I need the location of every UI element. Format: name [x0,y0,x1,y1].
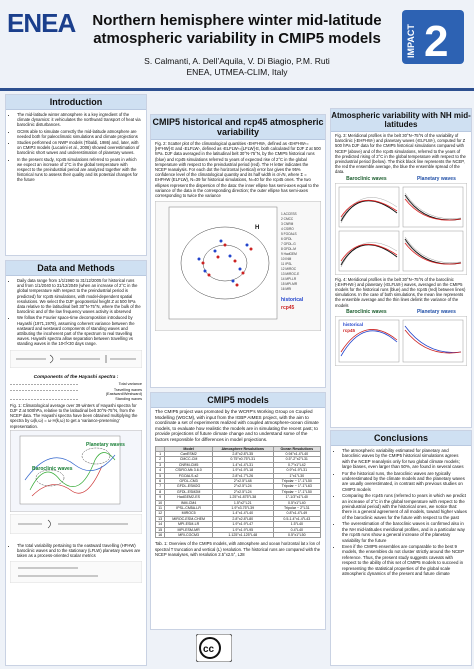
intro-item: • The mid-latitude winter atmosphere is a key ingredient of the climate dynamics: it vehiculates the northward transport of heat via baroclinic disturbances. [17,112,142,128]
table-cell: 5 [156,473,165,478]
intro-item: • In the present study, rcp45 simulations referred to years in which we expect an increase of 2°C in the global temperature with respect to the preindustrial period are analyzed together with the historical runs to assess their quality and its potential changes for the future [17,157,142,183]
svg-text:1 ACCESS: 1 ACCESS [281,212,297,217]
table-row [156,473,321,478]
fig4-caption: Fig. 4: Meridional profiles in the belt 30°N–75°N of the baroclinic (‹EHFHW›) and planetary (‹ELFLW›) waves, averaged on the CMIP5 models for the historical runs (blue) and the rcp45 (red) between lines) simulations. In the case of both simulations, the mean line represents the ensemble average and the thin lines delimit the variance of the models [335,276,466,308]
table-cell: 8 [156,489,165,494]
title-line-2: atmospheric variability in CMIP5 models [93,30,381,47]
cmip5-historical-title: CMIP5 historical and rcp45 atmospheric variability [151,115,325,140]
table-row [156,479,321,484]
fig4-legend-historical: historical [343,321,364,327]
fig3-panel-labels [331,176,471,182]
table-row [156,484,321,489]
intro-title: Introduction [6,95,146,110]
table-cell: GFDL-CM3 [165,479,213,484]
intro-item: • GCMs able to simulate correctly the mid-latitude atmosphere are needed both for paleoclimatic simulations and climate projections [17,129,142,139]
table-cell: 1.9°x1.9°L95 [212,527,273,532]
table-row [156,457,321,462]
enea-logo: ENEA [7,8,76,38]
svg-text:9 HadGEM: 9 HadGEM [281,252,297,257]
table-cell: 0.5-1.4°x1.4°L43 [273,516,320,521]
svg-text:15 MPI-MR: 15 MPI-MR [281,282,298,287]
cmip5-models-section [150,392,326,630]
fig3-label-baroclinic: Baroclinic waves [346,175,387,182]
table-cell: 1.5°L40 [273,522,320,527]
formula-icon [10,397,80,402]
table-cell: 1.9°x1.9°L47 [212,522,273,527]
table-cell: 1.9°x1.9°L18 [212,468,273,473]
table-cell: CSIRO-Mk 3.6.0 [165,468,213,473]
svg-text:5 FGOALS: 5 FGOALS [281,232,297,237]
svg-text:2 CMCC: 2 CMCC [281,217,294,222]
table-cell: MRI-CGCM3 [165,533,213,538]
table-cell: 2 [156,457,165,462]
header-divider [0,88,474,91]
component-label: Standing waves [115,396,142,401]
impact2-logo-icon [400,8,466,66]
table-cell: 1.9°x3.75°L39 [212,506,273,511]
table-cell: 1.4°x1.4°L40 [212,511,273,516]
formula-icon [10,382,80,387]
table-row [156,506,321,511]
cmip5-historical-section [150,114,326,388]
table-cell: Tripolar ~ 1°-1°L50 [273,489,320,494]
svg-text:14 MPI-LR: 14 MPI-LR [281,277,297,282]
table-cell: 0.94°x1.4°L40 [273,451,320,456]
hayashi-spectra-figure [10,430,142,512]
table-cell: 1.125°x1.125°L48 [212,533,273,538]
table-row [156,468,321,473]
component-label: Total variance [118,381,142,386]
table-cell: 2.8°x2.8°L80 [212,516,273,521]
svg-text:13 MIROC-E: 13 MIROC-E [281,272,300,277]
table-cell: 2.8°x1.7°L26 [212,473,273,478]
conclusions-body [331,446,471,579]
table-cell: 1 [156,451,165,456]
table-cell: GFDL-ESM2G [165,484,213,489]
table-cell: FGOALS-s2 [165,473,213,478]
data-methods-body [6,276,146,350]
table-cell: MPI-ESM-MR [165,527,213,532]
conclusions-section [330,430,472,666]
data-methods-title: Data and Methods [6,261,146,276]
table-cell: CNRM-CM5 [165,462,213,467]
models-table [155,446,321,539]
cc-text: cc [203,644,215,655]
legend-rcp45: rcp45 [281,305,295,312]
table-cell: CanESM2 [165,451,213,456]
table-cell: CMCC-CM [165,457,213,462]
impact-number: 2 [424,17,449,66]
table-row [156,451,321,456]
table-cell: 0.5°x1°L40 [273,500,320,505]
intro-item: • Studies performed on NWP models (Tibaldi, 1986) and, later, with on CMIP3 models (Lucarini et al., 2006) showed overestimation of baroclinic short waves and underestimation of planetary waves. [17,140,142,156]
components-list [6,382,146,402]
data-item: • Daily data range from 1/1/1960 to 31/12/2005 for historical runs and from 1/1/2040 to 31/12/2049 (when an increase of 2°C in the global temperature with respect to the preindustrial period is predicted) for rcp45 simulations, with model-dependent spatial resolutions. We select the DJF geopotential height Z at 500 hPa data relative to the latitudinal belt 30°N-75°N, where the bulk of the baroclinic and of the low frequency waves activity is observed [17,278,142,314]
ensemble-profiles-figure [335,316,467,366]
table-cell: Tripolar ~ 2°L31 [273,506,320,511]
table-cell: 2°x2.5°L48 [212,479,273,484]
impact-text: IMPACT [406,24,416,58]
conclusion-item: • The overestimation of the baroclinic waves is confirmed also in the NH mid-latitudes meridional profiles, and in a particular way the rcp45 runs show a general increase of the planetary variability for the future [342,521,467,543]
poster-title [80,12,394,48]
table-cell: 3 [156,462,165,467]
data-item: • We follow the Fourier space-time decomposition introduced by Hayashi (1971,1979), assuming coherent variance between the eastward and westward components of standing waves and attributing the incoherent part of the spectrum to real travelling waves. Hayashi spectra allow separation between travelling vs standing waves in the 10<f<30 days range. [17,315,142,346]
table-cell: 12 [156,511,165,516]
table-cell: 16 [156,533,165,538]
authors: S. Calmanti, A. Dell’Aquila, V. Di Biagio, P.M. Ruti [144,56,330,66]
intro-section [5,94,147,256]
closing-item: • The total variability pertaining to the eastward travelling (HFHW) baroclinic waves and to the stationary (LFLW) planetary waves are taken as a process-oriented scalar metrics [17,543,142,559]
conclusion-item: • Comparing the rcp45 runs (referred to years in which we predict an increase of 2°C in the global temperature with respect to the preindustrial period) with the historical ones, we notice that: there is a general agreement of all models, toward higher values of the baroclinic waves for the future with respect to the past [342,493,467,520]
table-cell: 0.7°x1°L42 [273,462,320,467]
tab1-caption: Tab. 1: Overview of the CMIP5 models, with atmosphere and ocean horizontal lat x lon of spectral T truncation and vertical (L) resolution. The historical runs are compared with the NCEP reanalyses, with resolution 2.5°x2.5°, L28 [155,541,321,557]
nh-variability-title: Atmospheric variability with NH mid-latitudes [331,109,471,132]
table-cell: 11 [156,506,165,511]
models-table-wrap [151,444,325,541]
table-row [156,527,321,532]
table-cell: HadGEM2-ES [165,495,213,500]
fig4-label-planetary: Planetary waves [416,308,456,315]
fig3-caption: Fig. 3: Meridional profiles in the belt 30°N–75°N of the variability of baroclinic (‹EHFHW›) and planetary waves (‹ELFLW›), computed for Z 500 hPa DJF data for the CMIP5 historical simulations compared with NCEP (above) and of the rcp45 simulations, referred to the years of the predicted rising of 2°C in the global temperature with respect to the preindustrial period (below). The thick black line represents the NCEP, the red the ensemble average, the blue the ensemble spread of the data. [335,133,466,175]
svg-text:7 GFDL-G: 7 GFDL-G [281,242,296,247]
table-row [156,522,321,527]
component-formula-icon [10,514,142,534]
table-cell: INM-CM4 [165,500,213,505]
component-row [10,397,142,402]
fig4-label-baroclinic: Baroclinic waves [346,308,387,315]
table-cell: 0.9°x1.9°L31 [273,468,320,473]
table-row [156,462,321,467]
table-cell: 2°x2.5°L24 [212,489,273,494]
svg-text:12 MIROC: 12 MIROC [281,267,297,272]
affiliation: ENEA, UTMEA-CLIM, Italy [186,67,288,77]
table-cell: 9 [156,495,165,500]
table-cell: Tripolar ~ 1°-1°L50 [273,479,320,484]
table-cell: 2.8°x2.8°L35 [212,451,273,456]
component-label: Travelling waves (Eastward/Westward) [105,387,142,396]
table-row [156,533,321,538]
table-row [156,495,321,500]
fig4-panel-labels [331,309,471,315]
fig4-legend-rcp45: rcp45 [343,327,356,333]
svg-text:8 GFDL-M: 8 GFDL-M [281,247,296,252]
fig2-caption: Fig. 2: Scatter plot of the climatological quantities ‹EHFHW›, defined as ‹EHFHW›=[HFHW]·E and ‹ELFLW›, defined as ‹ELFLW›=[LFLW]·E, both calculated for DJF Z at 500 hPa. DJF data averaged in the latitudinal belt 30°N-75°N, by the CMIP5 historical runs (blue) and rcp45 simulations referred to years of expected rise of 2°C in the global temperature with respect to the preindustrial period (red). The H letter indicates the NCEP reanalysis. For each dot the horizontal (vertical) error bar gives the 95% confidence level of the climatological quantity and its half width is σ/√N, where Σ = EHFHW (ELFLW), N=39 for historical simulations, N=40 for the rcp45 ones. The two ellipses represent the dispersion of the data: the inner ellipse has semi-axes equal to the variance of the data in the corresponding direction; the outer ellipse has semi-axes corresponding to twice the variance [155,141,321,199]
svg-text:4 CSIRO: 4 CSIRO [281,227,294,232]
svg-text:H: H [255,225,260,232]
table-cell: 10 [156,500,165,505]
scatter-plot-figure [155,201,321,331]
conclusion-item: • For the historical runs, the baroclinic waves are typically underestimated by the climate models and the planetary waves are usually overestimated, in contrast with previous studies on CMIP3 models [342,471,467,493]
svg-text:3 CNRM: 3 CNRM [281,222,294,227]
table-cell: 1.5°x2°L21 [212,500,273,505]
nh-variability-section [330,108,472,428]
table-cell: MIROC5 [165,511,213,516]
svg-text:16 MRI: 16 MRI [281,287,292,292]
metric-formula-icon [10,561,142,583]
table-cell: 0.75°x0.75°L31 [212,457,273,462]
conclusion-item: • Even if the CMIP5 ensembles are comparable to the best 9 models, the ensembles do not cluster strictly around the NCEP reference. Thus, the present study suggests caveats with respect to the ability of this set of CMIP5 models to succeed in representing the statistical properties of the global scale atmospheric dynamics of the present and future climate [342,544,467,576]
title-line-1: Northern hemisphere winter mid-latitude [92,12,382,29]
authors-block [80,56,394,78]
intro-body [6,110,146,186]
svg-text:10 INM: 10 INM [281,257,292,262]
table-row [156,516,321,521]
conclusions-title: Conclusions [331,431,471,446]
table-cell: 1.25°x1.875°L38 [212,495,273,500]
table-cell: 0.5°x1°L50 [273,533,320,538]
component-row [10,382,142,387]
cmip5-models-title: CMIP5 models [151,393,325,408]
fig1-caption: Fig. 1: Climatological average over 39 winters of Hayashi spectra for DJF Z at 500hPa, relative to the latitudinal belt 30°N-75°N, from the NCEP data. The Hayashi spectra have been obtained multiplying the spectra by ω(k,ω) = ω·H(k,ω) to get a 'variance-preserving' representation. [10,402,138,429]
components-title: Components of the Hayashi spectra : [33,374,119,380]
legend-historical: historical [281,297,304,304]
table-cell: MIROC-ESM-CHEM [165,516,213,521]
table-row [156,500,321,505]
table-cell: 1°x1°L30 [273,473,320,478]
table-cell: MPI-ESM-LR [165,522,213,527]
fig1-label-baroclinic: Baroclinic waves [32,465,73,472]
table-cell: IPSL-CM5A-LR [165,506,213,511]
table-header-row: Model Atmosphere Resolutions Ocean Resolutions [156,446,321,451]
svg-text:11 IPSL: 11 IPSL [281,262,293,267]
table-row [156,489,321,494]
hayashi-equation-icon [10,350,142,368]
component-row [10,388,142,396]
table-cell: 1.4°x1.4°L31 [212,462,273,467]
table-cell: 0.5°-2°x2°L31 [273,457,320,462]
svg-text:6 GFDL: 6 GFDL [281,237,293,242]
poster-header [0,0,474,90]
table-cell: 13 [156,516,165,521]
table-cell: 4 [156,468,165,473]
formula-icon [10,388,80,393]
table-cell: 15 [156,527,165,532]
conclusion-item: • The atmospheric variability estimated for planetary and baroclinic waves by the CMIP5 historical simulations agrees with the NCEP reanalysis only for two global climate models; large biases, even larger than 50%, are found in several cases [342,448,467,470]
table-cell: 0.8°x1.4°L49 [273,511,320,516]
fig1-label-planetary: Planetary waves [86,441,125,448]
table-cell: 1°-1/3°x1°L40 [273,495,320,500]
closing-body [6,541,146,562]
table-cell: 2°x2.5°L24 [212,484,273,489]
table-cell: GFDL-ESM2M [165,489,213,494]
data-methods-section [5,260,147,666]
creative-commons-icon [196,634,232,662]
table-cell: 14 [156,522,165,527]
fig3-label-planetary: Planetary waves [416,175,456,182]
meridional-profiles-figure [335,183,467,275]
table-cell: 6 [156,479,165,484]
table-cell: 0.4°L40 [273,527,320,532]
models-table-body [156,451,321,538]
table-cell: Tripolar ~ 1°-1°L63 [273,484,320,489]
cmip5-models-text: The CMIP5 project was promoted by the WCRP's Working Group on Coupled Modelling (WGCM), with input from the IGBP AIMES project, with the aim to coordinate a set of experiments realized with coupled atmosphere-ocean climate models, to evaluate how realistic the models are in simulating the recent past; to provide projections of future climate change and to understand some of the factors responsible for differences in model projections. [155,409,319,442]
table-cell: 7 [156,484,165,489]
